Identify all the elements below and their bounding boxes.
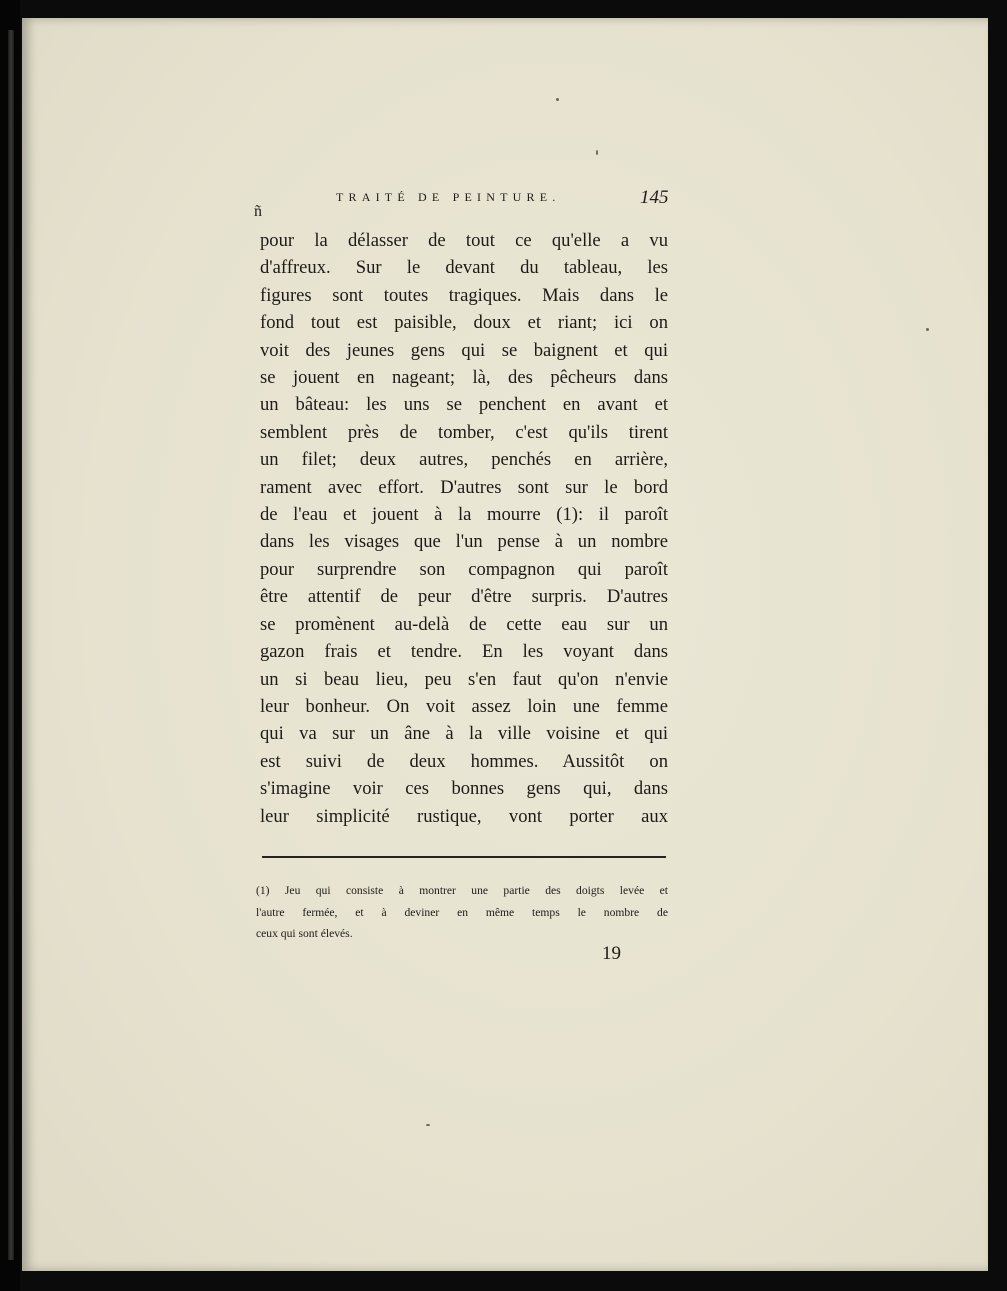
paper-speck: [596, 150, 598, 155]
text-line: un filet; deux autres, penchés en arrière,: [260, 449, 668, 471]
footnote: [256, 880, 668, 945]
text-line: d'affreux. Sur le devant du tableau, les: [260, 257, 668, 279]
footnote-line: (1) Jeu qui consiste à montrer une partie des doigts levée et: [256, 884, 668, 897]
book-page: [22, 18, 988, 1271]
text-line: fond tout est paisible, doux et riant; ici on: [260, 312, 668, 334]
text-line: figures sont toutes tragiques. Mais dans le: [260, 284, 668, 306]
paper-speck: [556, 98, 559, 101]
footnote-line: ceux qui sont élevés.: [256, 927, 353, 940]
text-line: semblent près de tomber, c'est qu'ils tirent: [260, 421, 668, 443]
text-line: pour la délasser de tout ce qu'elle a vu: [260, 230, 668, 251]
text-line: voit des jeunes gens qui se baignent et qui: [260, 339, 668, 361]
text-line: leur bonheur. On voit assez loin une femme: [260, 695, 668, 717]
text-line: gazon frais et tendre. En les voyant dans: [260, 641, 668, 663]
paper-speck: [926, 328, 929, 331]
text-line: être attentif de peur d'être surpris. D'autres: [260, 586, 668, 608]
running-head: TRAITÉ DE PEINTURE.: [336, 190, 561, 204]
margin-mark: ñ: [254, 203, 262, 220]
text-line: dans les visages que l'un pense à un nombre: [260, 531, 668, 553]
page-number: 145: [640, 187, 669, 208]
paper-speck: [426, 1124, 430, 1126]
signature-mark: 19: [602, 943, 621, 964]
spine-edge: [8, 30, 14, 1260]
text-line: leur simplicité rustique, vont porter aux: [260, 805, 668, 827]
text-line: est suivi de deux hommes. Aussitôt on: [260, 750, 668, 772]
text-line: s'imagine voir ces bonnes gens qui, dans: [260, 778, 668, 800]
text-line: qui va sur un âne à la ville voisine et qui: [260, 723, 668, 745]
body-text: [260, 227, 668, 830]
text-line: de l'eau et jouent à la mourre (1): il paroît: [260, 504, 668, 526]
text-line: rament avec effort. D'autres sont sur le bord: [260, 476, 668, 498]
footnote-line: l'autre fermée, et à deviner en même temps le nombre de: [256, 905, 668, 919]
text-line: un si beau lieu, peu s'en faut qu'on n'envie: [260, 668, 668, 690]
text-line: se promènent au-delà de cette eau sur un: [260, 613, 668, 635]
text-line: pour surprendre son compagnon qui paroît: [260, 558, 668, 580]
text-line: se jouent en nageant; là, des pêcheurs dans: [260, 367, 668, 389]
footnote-rule: [262, 856, 666, 858]
text-line: un bâteau: les uns se penchent en avant et: [260, 394, 668, 416]
